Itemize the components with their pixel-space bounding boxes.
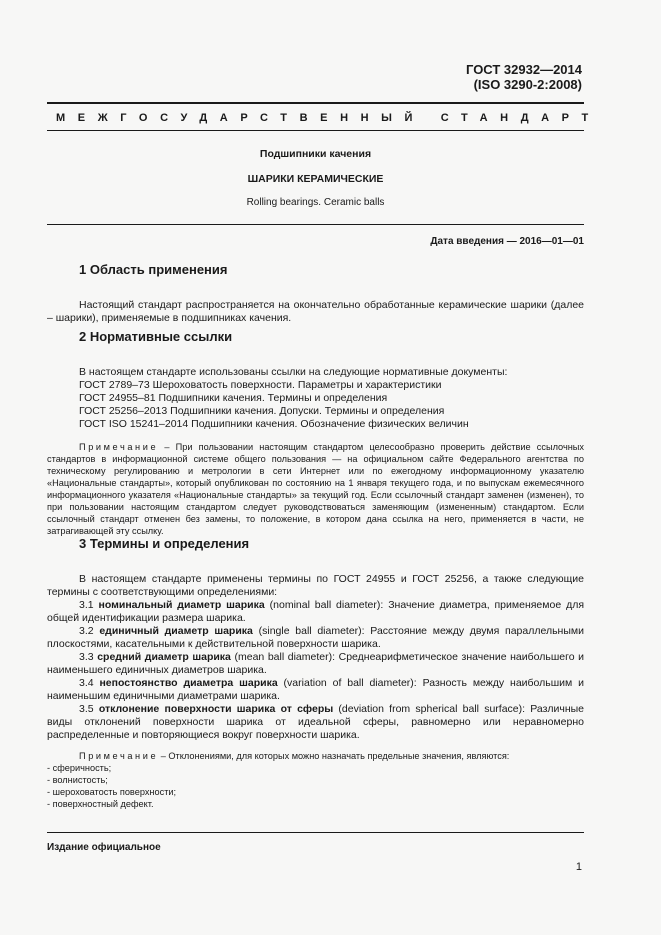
definition-item: 3.3 средний диаметр шарика (mean ball diameter): Среднеарифметическое значение наибольшего и наименьшего единичных диаметров шарика. <box>47 651 584 676</box>
section-1-text <box>47 299 584 325</box>
note-label: Примечание <box>79 442 159 452</box>
top-rule-thin <box>47 130 584 131</box>
reference-item: ГОСТ 24955–81 Подшипники качения. Термины и определения <box>79 392 388 404</box>
list-item: - шероховатость поверхности; <box>47 787 177 797</box>
section-3-heading: 3 Термины и определения <box>79 536 250 551</box>
document-number-block <box>466 62 582 92</box>
reference-item: ГОСТ ISO 15241–2014 Подшипники качения. Обозначение физических величин <box>79 418 469 430</box>
page-number: 1 <box>575 861 582 873</box>
reference-item: ГОСТ 2789–73 Шероховатость поверхности. Параметры и характеристики <box>79 379 442 391</box>
references-intro: В настоящем стандарте использованы ссылки на следующие нормативные документы: <box>79 366 508 378</box>
title-line-1: Подшипники качения <box>259 148 372 160</box>
list-item: - поверхностный дефект. <box>47 799 154 809</box>
iso-number: (ISO 3290-2:2008) <box>473 77 582 92</box>
list-item: - волнистость; <box>47 775 108 785</box>
note-label: Примечание <box>79 751 159 761</box>
standard-banner: МЕЖГОСУДАРСТВЕННЫЙ СТАНДАРТ <box>56 112 601 124</box>
definition-item: 3.1 номинальный диаметр шарика (nominal ball diameter): Значение диаметра, применяемое для общей идентификации размера шарика. <box>47 599 585 624</box>
title-line-2: ШАРИКИ КЕРАМИЧЕСКИЕ <box>247 173 384 185</box>
terms-intro: В настоящем стандарте применены термины по ГОСТ 24955 и ГОСТ 25256, а также следующие термины с соответствующими определениями: <box>47 573 584 598</box>
term: отклонение поверхности шарика от сферы <box>98 703 334 715</box>
deviation-list <box>47 762 176 810</box>
section-2-heading: 2 Нормативные ссылки <box>79 329 233 344</box>
official-edition: Издание официальное <box>47 842 161 853</box>
note-text: – При пользовании настоящим стандартом целесообразно проверить действие ссылочных стандартов в информационной системе общего пользования — на официальном сайте Федерального агентства по техническому регулированию и метрологии в сети Интернет или по ежегодному информационному указателю «Национальные стандарты», который опубликован по состоянию на 1 января текущего года, и по выпускам ежемесячного информационного указателя «Национальные стандарты» за текущий год. Если ссылочный стандарт заменен (изменен), то при пользовании настоящим стандартом следует руководствоваться заменяющим (измененным) стандартом. Если ссылочный стандарт отменен без замены, то положение, в котором дана ссылка на него, применяется в части, не затрагивающей эту ссылку. <box>47 442 584 536</box>
section-1-heading: 1 Область применения <box>79 262 228 277</box>
gost-number: ГОСТ 32932—2014 <box>466 62 582 77</box>
introduction-date: Дата введения — 2016—01—01 <box>430 236 584 247</box>
terms-definitions <box>47 573 584 742</box>
title-english: Rolling bearings. Ceramic balls <box>246 197 385 208</box>
section-1-paragraph: Настоящий стандарт распространяется на окончательно обработанные керамические шарики (далее – шарики), применяемые в подшипниках качения. <box>47 299 584 324</box>
note-text: – Отклонениями, для которых можно назначать предельные значения, являются: <box>158 751 510 761</box>
reference-item: ГОСТ 25256–2013 Подшипники качения. Допуски. Термины и определения <box>79 405 445 417</box>
definition-item: 3.5 отклонение поверхности шарика от сферы (deviation from spherical ball surface): Различные виды отклонений поверхности шарика от идеальной сферы, равномерно или неравномерно распределенные и повторяющиеся вокруг поверхности шарика. <box>47 703 584 741</box>
term: непостоянство диаметра шарика <box>99 677 278 689</box>
references-note <box>47 441 584 537</box>
title-rule <box>47 224 584 225</box>
normative-references <box>47 366 584 431</box>
definition-item: 3.2 единичный диаметр шарика (single ball diameter): Расстояние между двумя параллельными плоскостями, касательными к действительной поверхности шарика. <box>47 625 584 650</box>
top-rule-thick <box>47 102 584 104</box>
list-item: - сферичность; <box>47 763 112 773</box>
term: средний диаметр шарика <box>97 651 231 663</box>
footer-rule <box>47 832 584 833</box>
term: единичный диаметр шарика <box>99 625 253 637</box>
definition-item: 3.4 непостоянство диаметра шарика (variation of ball diameter): Разность между наибольшим и наименьшим единичными диаметрами шарика. <box>47 677 584 702</box>
term: номинальный диаметр шарика <box>98 599 265 611</box>
terms-note <box>47 750 584 762</box>
